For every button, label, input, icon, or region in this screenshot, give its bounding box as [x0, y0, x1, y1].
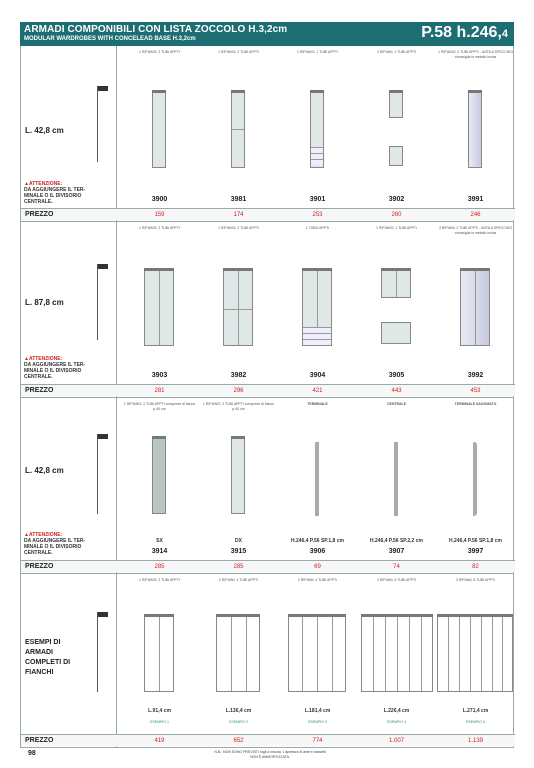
- item-code: 3900: [151, 196, 168, 203]
- item-side: SX: [156, 538, 163, 544]
- price-value: 253: [312, 212, 323, 218]
- item-code: 3997: [467, 548, 484, 555]
- page-number: 98: [28, 750, 36, 757]
- price-value: 69: [314, 564, 321, 570]
- mirror-wardrobe-image: [468, 92, 482, 168]
- price-value: 1.139: [467, 738, 483, 744]
- price-value: 82: [472, 564, 479, 570]
- item-code: 3903: [151, 372, 168, 379]
- item-code: 3902: [388, 196, 405, 203]
- height-dimension-marker: [97, 612, 111, 692]
- item-code: 3904: [309, 372, 326, 379]
- drawer-unit-image: [389, 146, 403, 166]
- wardrobe-image: [223, 270, 253, 346]
- example-label: ESEMPIO 4: [387, 720, 406, 724]
- mirror-wardrobe-image: [460, 270, 490, 346]
- item-code: 3991: [467, 196, 484, 203]
- wardrobe-image: [310, 92, 324, 168]
- item-code: 3992: [467, 372, 484, 379]
- item-code: 3914: [151, 548, 168, 555]
- examples-label: ESEMPI DI ARMADI COMPLETI DI FIANCHI: [25, 639, 71, 676]
- wardrobe-image: [144, 616, 174, 692]
- price-value: 774: [312, 738, 323, 744]
- height-dimension-marker: [97, 434, 111, 514]
- price-value: 174: [233, 212, 244, 218]
- item-width: L.226,4 cm: [383, 708, 410, 714]
- item-code: 3906: [309, 548, 326, 555]
- item-dimensions: H.246,4 P.56 SP.1,8 cm: [449, 538, 502, 544]
- page-title: ARMADI COMPONIBILI CON LISTA ZOCCOLO H.3,2cm: [24, 24, 288, 35]
- item-width: L.136,4 cm: [225, 708, 252, 714]
- price-value: 74: [393, 564, 400, 570]
- price-value: 159: [154, 212, 165, 218]
- item-width: L.91,4 cm: [148, 708, 171, 714]
- label-cell: [21, 398, 117, 573]
- side-wardrobe-image: [152, 438, 166, 514]
- price-value: 296: [233, 388, 244, 394]
- wardrobe-image: [144, 270, 174, 346]
- width-label: L. 87,8 cm: [25, 298, 64, 307]
- section-1: L. 42,8 cm ▲ATTENZIONE: DA AGGIUNGERE IL TER-MINALE O IL DIVISORIO CENTRALE. 1 RIPIANO; 2 TUBI APPTI 3900 1 RIPIANO; 2 TUBI APPTI 3981 1 RIPIANO; 1 TUBI APPTI 3901 3 RIPIANI; 1 TUBI APPTI 3902 1 RIPIANO; 2 TUBI APPTI - ANTA A SPECCHIO c/maniglia in metallo incisa 3991 PREZZO 159 174 253 260 246: [20, 46, 514, 222]
- label-cell: [21, 222, 117, 397]
- price-row: [21, 734, 515, 746]
- wardrobe-image: [381, 270, 411, 298]
- wardrobe-image: [361, 616, 433, 692]
- terminal-panel-image: [315, 442, 319, 517]
- width-label: L. 42,8 cm: [25, 126, 64, 135]
- warning-icon: ▲: [24, 356, 29, 362]
- price-label: PREZZO: [25, 387, 54, 394]
- example-label: ESEMPIO 2: [229, 720, 248, 724]
- item-dimensions: H.246,4 P.56 SP.2,2 cm: [370, 538, 423, 544]
- section-2: L. 87,8 cm ▲ATTENZIONE: DA AGGIUNGERE IL TER-MINALE O IL DIVISORIO CENTRALE. 1 RIPIANO; 2 TUBI APPTI 3903 1 RIPIANO; 2 TUBI APPTI 3982 1 TUBO APPTI 3904 1 RIPIANO; 1 TUBI APPTI 3905 3 RIPIANI; 2 TUBI APPTI - ANTA A SPECCHIO c/maniglia in metallo incisa 3992 PREZZO 281 296 421 443 453: [20, 222, 514, 398]
- warning-note: ▲ATTENZIONE: DA AGGIUNGERE IL TER-MINALE O IL DIVISORIO CENTRALE.: [24, 356, 86, 380]
- wardrobe-image: [302, 270, 332, 346]
- warning-icon: ▲: [24, 181, 29, 187]
- example-label: ESEMPIO 3: [308, 720, 327, 724]
- wardrobe-image: [152, 92, 166, 168]
- section-3: L. 42,8 cm ▲ATTENZIONE: DA AGGIUNGERE IL TER-MINALE O IL DIVISORIO CENTRALE. 1 RIPIANO; 2 TUBI APPTI comprese di fianco p.40 cm SX 3914 1 RIPIANO; 2 TUBI APPTI comprese di fianco p.40 cm DX 3915 TERMINALE H.246,4 P.56 SP.1,8 cm 3906 CENTRALE H.246,4 P.56 SP.2,2 cm 3907 TERMINALE SAGOMATO H.246,4 P.56 SP.1,8 cm 3997 PREZZO 285 285 69 74 82: [20, 398, 514, 574]
- price-value: 652: [233, 738, 244, 744]
- item-code: 3907: [388, 548, 405, 555]
- label-cell: [21, 574, 117, 747]
- price-value: 421: [312, 388, 323, 394]
- page-subtitle: MODULAR WARDROBES WITH CONCELEAD BASE H.3,2cm: [24, 36, 196, 42]
- label-cell: [21, 46, 117, 221]
- section-4-examples: ESEMPI DI ARMADI COMPLETI DI FIANCHI 1 RIPIANO; 2 TUBI APPTI L.91,4 cm ESEMPIO 1 2 RIPIANI; 3 TUBI APPTI L.136,4 cm ESEMPIO 2 2 RIPIANI; 4 TUBI APPTI L.181,4 cm ESEMPIO 3 3 RIPIANI; 6 TUBI APPTI L.226,4 cm ESEMPIO 4 3 RIPIANI; 6 TUBI APPTI L.271,4 cm ESEMPIO 5 PREZZO 419 652 774 1.007 1.139: [20, 574, 514, 748]
- product-code: P.58 h.246,4: [421, 24, 508, 41]
- wardrobe-image: [437, 616, 513, 692]
- item-dimensions: H.246,4 P.56 SP.1,8 cm: [291, 538, 344, 544]
- price-value: 285: [233, 564, 244, 570]
- wardrobe-image: [288, 616, 346, 692]
- price-value: 1.007: [388, 738, 404, 744]
- wardrobe-image: [389, 92, 403, 118]
- warning-icon: ▲: [24, 532, 29, 538]
- warning-note: ▲ATTENZIONE: DA AGGIUNGERE IL TER-MINALE O IL DIVISORIO CENTRALE.: [24, 532, 86, 556]
- item-width: L.271,4 cm: [462, 708, 489, 714]
- price-label: PREZZO: [25, 563, 54, 570]
- price-value: 443: [391, 388, 402, 394]
- price-value: 453: [470, 388, 481, 394]
- example-label: ESEMPIO 5: [466, 720, 485, 724]
- price-value: 419: [154, 738, 165, 744]
- wardrobe-image: [216, 616, 260, 692]
- warning-note: ▲ATTENZIONE: DA AGGIUNGERE IL TER-MINALE O IL DIVISORIO CENTRALE.: [24, 181, 86, 205]
- price-row: [21, 560, 515, 572]
- height-dimension-marker: [97, 264, 111, 340]
- item-code: 3905: [388, 372, 405, 379]
- footer-note: N.B.: NON SONO PREVISTI fogli a misura. L'apertura di ante e cassetti NON È AMMORTIZZATA.: [214, 750, 326, 759]
- item-code: 3915: [230, 548, 247, 555]
- item-code: 3982: [230, 372, 247, 379]
- item-code: 3981: [230, 196, 247, 203]
- price-row: [21, 384, 515, 396]
- price-value: 281: [154, 388, 165, 394]
- item-side: DX: [235, 538, 242, 544]
- price-label: PREZZO: [25, 737, 54, 744]
- item-code: 3901: [309, 196, 326, 203]
- price-row: [21, 208, 515, 220]
- height-dimension-marker: [97, 86, 111, 162]
- price-value: 260: [391, 212, 402, 218]
- price-label: PREZZO: [25, 211, 54, 218]
- shaped-terminal-panel-image: [473, 442, 477, 517]
- wardrobe-image: [231, 92, 245, 168]
- side-wardrobe-image: [231, 438, 245, 514]
- page-header: [20, 22, 514, 46]
- price-value: 285: [154, 564, 165, 570]
- central-panel-image: [394, 442, 398, 517]
- example-label: ESEMPIO 1: [150, 720, 169, 724]
- drawer-unit-image: [381, 322, 411, 344]
- item-width: L.181,4 cm: [304, 708, 331, 714]
- width-label: L. 42,8 cm: [25, 466, 64, 475]
- price-value: 246: [470, 212, 481, 218]
